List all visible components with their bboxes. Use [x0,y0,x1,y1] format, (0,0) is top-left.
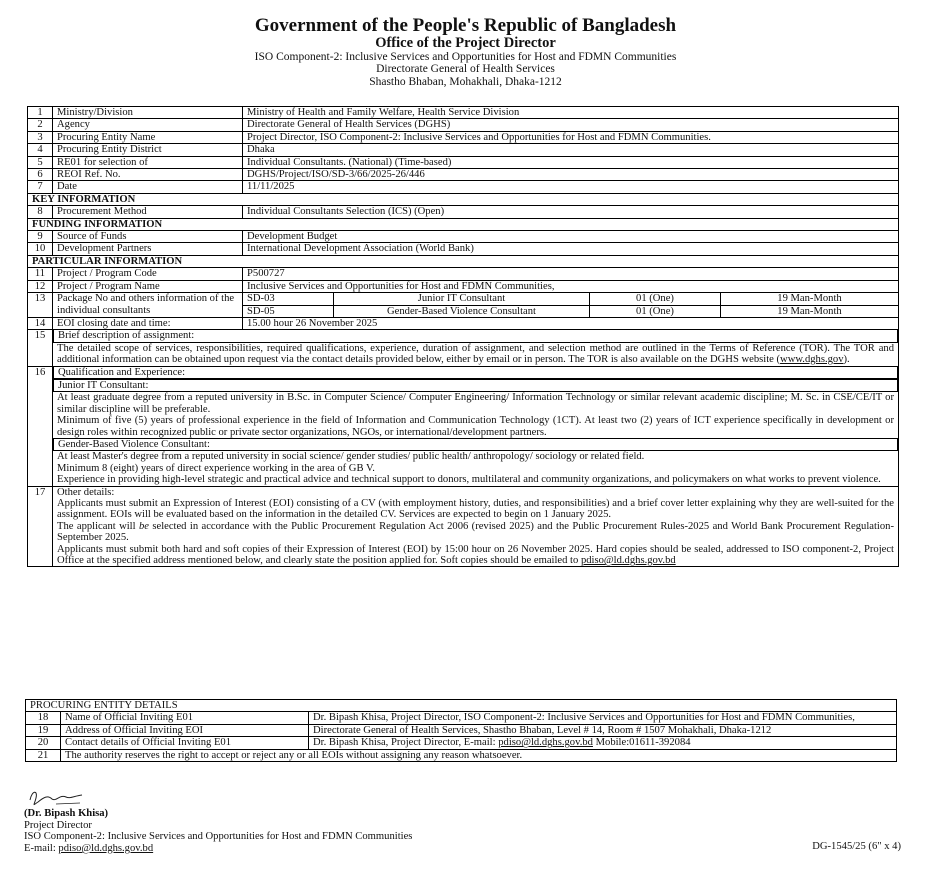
row-value: Project Director, ISO Component-2: Inclusive Services and Opportunities for Host and FDMN Communities. [243,131,899,143]
table-row [26,737,897,749]
row-label: RE01 for selection of [53,156,243,168]
contact-email-link[interactable]: pdiso@ld.dghs.gov.bd [498,737,593,749]
dghs-website-link[interactable]: www.dghs.gov [780,354,844,366]
row-value: Directorate General of Health Services, Shastho Bhaban, Level # 14, Room # 1507 Mohakhali, Dhaka-1212 [309,724,897,736]
row-number: 20 [26,737,61,749]
table-row [28,486,899,567]
package-duration: 19 Man-Month [721,305,899,317]
row-label: Package No and others information of the individual consultants [53,293,243,318]
row-label: Date [53,181,243,193]
table-row [28,169,899,181]
row-number: 9 [28,231,53,243]
table-row [28,330,899,366]
component-line: ISO Component-2: Inclusive Services and Opportunities for Host and FDMN Communities [254,50,677,63]
row-label: Procurement Method [53,206,243,218]
directorate-line: Directorate General of Health Services [376,63,555,75]
row-value [309,737,897,749]
row-value: The authority reserves the right to accept or reject any or all EOIs without assigning any reason whatsoever. [61,749,897,761]
row-number: 4 [28,144,53,156]
assignment-text [57,343,894,366]
table-row [28,119,899,131]
section-title: PROCURING ENTITY DETAILS [26,700,897,712]
gbv-heading: Gender-Based Violence Consultant: [53,438,898,450]
mobile-number: Mobile:01611-392084 [592,737,691,749]
row-number: 2 [28,119,53,131]
row-value: P500727 [243,268,899,280]
gbv-experience: Minimum 8 (eight) years of direct experience working in the area of GB V. [57,462,375,474]
package-quantity: 01 (One) [590,305,721,317]
section-title: PARTICULAR INFORMATION [28,255,899,267]
table-row [28,131,899,143]
table-row [28,231,899,243]
row-label: Agency [53,119,243,131]
table-row [28,293,899,318]
table-row [28,206,899,218]
row-value: Inclusive Services and Opportunities for Host and FDMN Communities, [243,280,899,292]
table-row [26,724,897,736]
row-label: Contact details of Official Inviting E01 [61,737,309,749]
junior-it-experience: Minimum of five (5) years of professional experience in the field of Information and Communication Technology (1CT). At least two (2) years of ICT experience specifically in development or design roles within recognized public or private sector organizations, NGOs, or international/development partners. [57,415,894,438]
row-value: Ministry of Health and Family Welfare, Health Service Division [243,107,899,119]
row-value: 11/11/2025 [243,181,899,193]
assignment-tail: ). [843,354,850,366]
row-number: 6 [28,169,53,181]
package-row [243,305,898,317]
table-row [28,156,899,168]
row-label: Name of Official Inviting E01 [61,712,309,724]
package-duration: 19 Man-Month [721,293,899,305]
row-value: Development Budget [243,231,899,243]
row-value: 15.00 hour 26 November 2025 [243,317,899,329]
reoi-table [27,106,899,567]
row-value: Dr. Bipash Khisa, Project Director, ISO Component-2: Inclusive Services and Opportunities for Host and FDMN Communities, [309,712,897,724]
row-number: 3 [28,131,53,143]
section-header-key [28,193,899,205]
row-label: Development Partners [53,243,243,255]
footer-code: DG-1545/25 (6" x 4) [812,841,901,852]
row-label: Procuring Entity District [53,144,243,156]
junior-it-heading: Junior IT Consultant: [53,379,898,392]
section-title: FUNDING INFORMATION [28,218,899,230]
package-title: Junior IT Consultant [334,293,590,305]
email-link[interactable]: pdiso@ld.dghs.gov.bd [580,555,676,567]
row-label: Project / Program Code [53,268,243,280]
row-number: 11 [28,268,53,280]
row-number: 13 [28,293,53,318]
row-label: REOI Ref. No. [53,169,243,181]
package-code: SD-03 [243,293,334,305]
assignment-heading: Brief description of assignment: [53,330,898,342]
qualification-cell [53,366,899,486]
row-number: 19 [26,724,61,736]
row-number: 21 [26,749,61,761]
gbv-education: At least Master's degree from a reputed university in social science/ gender studies/ public health/ anthropology/ sociology or related field. [53,450,898,462]
table-row [28,107,899,119]
row-label: Project / Program Name [53,280,243,292]
package-quantity: 01 (One) [590,293,721,305]
row-label: Procuring Entity Name [53,131,243,143]
row-number: 15 [28,330,53,366]
row-value: Directorate General of Health Services (DGHS) [243,119,899,131]
section-header-particular [28,255,899,267]
section-header-funding [28,218,899,230]
text: The applicant will [57,520,139,532]
table-row [28,243,899,255]
row-number: 17 [28,486,53,567]
package-row [243,293,898,305]
other-details-cell [53,486,899,567]
signatory-title: Project Director [24,819,92,831]
table-row [28,181,899,193]
table-row [28,317,899,329]
row-value: Individual Consultants. (National) (Time-based) [243,156,899,168]
row-number: 10 [28,243,53,255]
row-label: Address of Official Inviting EOI [61,724,309,736]
row-number: 16 [28,366,53,486]
table-row [28,366,899,486]
email-label: E-mail: [24,842,59,854]
qualification-heading: Qualification and Experience: [53,367,898,379]
document-header [0,16,931,88]
section-title: KEY INFORMATION [28,193,899,205]
government-title: Government of the People's Republic of Bangladesh [254,15,677,36]
address-line: Shastho Bhaban, Mohakhali, Dhaka-1212 [369,75,562,88]
signatory-email-link[interactable]: pdiso@ld.dghs.gov.bd [58,842,154,854]
signatory-email-line [24,843,412,855]
office-title: Office of the Project Director [375,35,556,51]
text: Applicants must submit both hard and soft copies of their Expression of Interest (EOI) by 15:00 hour on 26 November 2025. Hard copies should be sealed, addressed to ISO component-2, Project Office at the specified address mentioned below, and clearly state the position applied for. Soft copies should be emailed to [57,543,894,567]
row-number: 1 [28,107,53,119]
row-value: International Development Association (World Bank) [243,243,899,255]
table-row [28,268,899,280]
row-number: 5 [28,156,53,168]
assignment-description [53,330,899,366]
row-value: Individual Consultants Selection (ICS) (Open) [243,206,899,218]
signature-block [24,786,412,854]
package-title: Gender-Based Violence Consultant [334,305,590,317]
text-italic: be [138,520,149,532]
signatory-name: (Dr. Bipash Khisa) [24,808,109,819]
table-row [26,749,897,761]
gbv-advice: Experience in providing high-level strategic and practical advice and technical support to donors, multilateral and community organizations, and policymakers on what works to prevent violence. [57,474,881,486]
table-row [28,280,899,292]
other-details-heading: Other details: [57,486,115,498]
row-label: EOI closing date and time: [53,317,243,329]
package-table [243,293,898,317]
other-details-p3 [57,544,894,567]
row-label: Source of Funds [53,231,243,243]
signatory-component: ISO Component-2: Inclusive Services and Opportunities for Host and FDMN Communities [24,831,413,843]
text: selected in accordance with the Public Procurement Regulation Act 2006 (revised 2025) and the Public Procurement Rules-2025 and World Bank Procurement Regulation- September 2025. [57,520,894,544]
section-header-procuring [26,700,897,712]
assignment-body: The detailed scope of services, responsibilities, required qualifications, experience, duration of assignment, and selection method are outlined in the Terms of Reference (TOR). The TOR and additional information can be obtained upon request via the contact details provided below, either by email or in person. The TOR is also available on the DGHS website ( [57,342,894,366]
procuring-entity-table [25,699,897,762]
row-number: 18 [26,712,61,724]
package-cell [243,293,899,318]
table-row [28,144,899,156]
other-details-p1: Applicants must submit an Expression of Interest (EOI) consisting of a CV (with employment history, duties, and responsibilities) and a brief cover letter explaining why they are well-suited for the assignment. EOIs will be evaluated based on the information in the detailed CV. Services are expected to begin on 1 January 2025. [57,498,894,521]
row-value: DGHS/Project/ISO/SD-3/66/2025-26/446 [243,169,899,181]
row-number: 8 [28,206,53,218]
text: Dr. Bipash Khisa, Project Director, E-mail: [313,737,499,749]
row-value: Dhaka [243,144,899,156]
table-row [26,712,897,724]
junior-it-education: At least graduate degree from a reputed university in B.Sc. in Computer Science/ Computer Engineering/ Information Technology or similar relevant academic discipline; M. Sc. in CSE/CE/IT or similar discipline will be preferable. [57,392,894,415]
signature-icon [26,786,86,808]
row-number: 7 [28,181,53,193]
other-details-p2 [57,521,894,544]
row-number: 14 [28,317,53,329]
tender-notice-page [0,16,931,881]
row-number: 12 [28,280,53,292]
package-code: SD-05 [243,305,334,317]
row-label: Ministry/Division [53,107,243,119]
